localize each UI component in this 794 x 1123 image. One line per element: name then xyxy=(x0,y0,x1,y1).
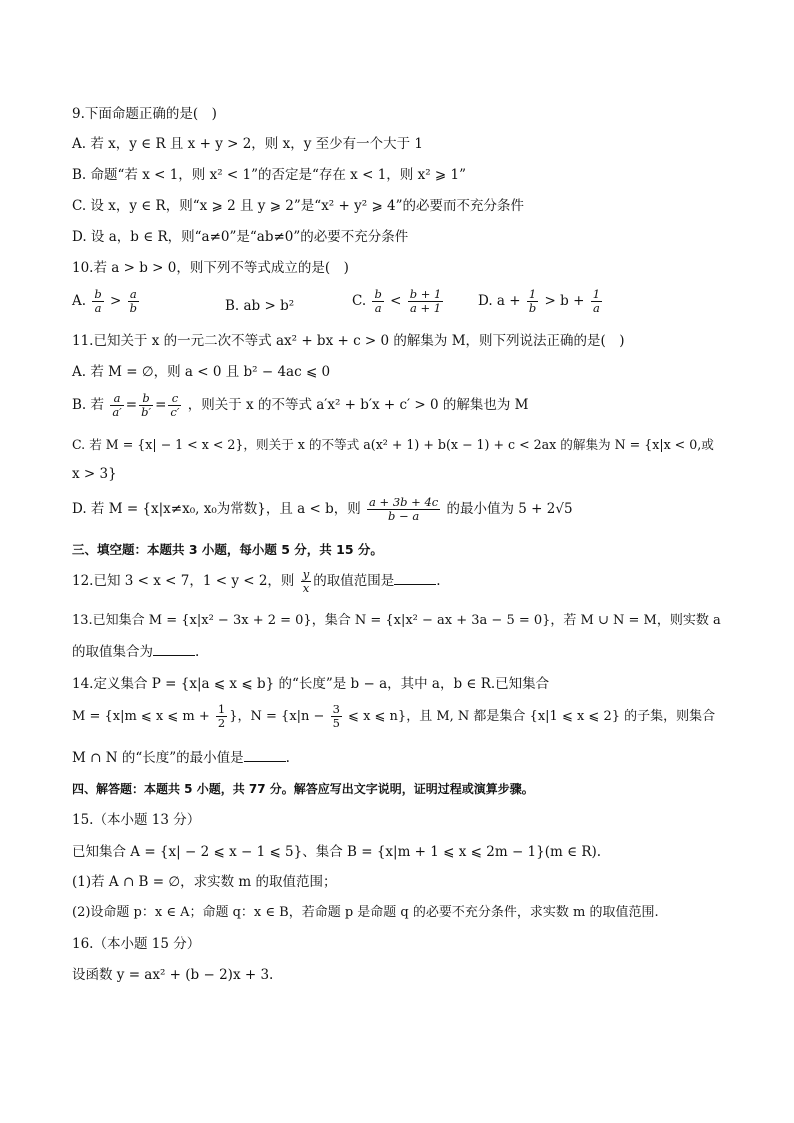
q10-d-middle: > b + xyxy=(544,293,585,309)
fraction-numerator: b xyxy=(139,392,153,406)
q12-answer-blank[interactable] xyxy=(394,572,436,585)
fraction-denominator: 2 xyxy=(217,716,226,730)
q14-fraction-three-fifths xyxy=(331,703,342,730)
q11-b-equals-2: = xyxy=(155,397,167,413)
q12-line: 12.已知 3 < x < 7，1 < y < 2，则 $\frac{y}{x}$ 的取值范围是 . xyxy=(72,567,441,595)
q12-prefix: 12.已知 3 < x < 7，1 < y < 2，则 xyxy=(72,573,295,589)
q14-answer-blank[interactable] xyxy=(244,749,286,762)
q14-line3-text: M ∩ N 的“长度”的最小值是 xyxy=(72,750,244,766)
q11-b-fraction-3 xyxy=(168,392,181,419)
q11-option-a: A. 若 M = ∅，则 a < 0 且 b² − 4ac ⩽ 0 xyxy=(72,364,331,380)
q9-option-d: D. 设 a，b ∈ R，则“a≠0”是“ab≠0”的必要不充分条件 xyxy=(72,229,409,245)
q12-fraction xyxy=(301,568,312,595)
q12-suffix: 的取值范围是 xyxy=(313,573,395,589)
q10-a-left-fraction xyxy=(92,288,103,315)
fraction-numerator: 1 xyxy=(592,287,601,301)
q13-line2-text: 的取值集合为 xyxy=(72,644,153,660)
fraction-denominator: x xyxy=(302,581,310,595)
fraction-denominator: b′ xyxy=(141,405,152,419)
fraction-denominator: b xyxy=(129,301,137,315)
q10-option-b: B. ab > b² xyxy=(225,298,295,314)
fraction-numerator: b + 1 xyxy=(409,287,442,301)
fraction-denominator: a xyxy=(94,301,102,315)
q13-line1: 13.已知集合 M = {x|x² − 3x + 2 = 0}，集合 N = {x|x² − ax + 3a − 5 = 0}，若 M ∪ N = M，则实数 a xyxy=(72,613,721,628)
q15-part-2: (2)设命题 p：x ∈ A；命题 q：x ∈ B，若命题 p 是命题 q 的必要不充分条件，求实数 m 的取值范围. xyxy=(72,905,659,920)
fraction-numerator: b xyxy=(94,287,102,301)
fraction-numerator: a xyxy=(128,288,139,302)
q9-stem: 9.下面命题正确的是( ) xyxy=(72,106,217,122)
q11-b-suffix: ，则关于 x 的不等式 a′x² + b′x + c′ > 0 的解集也为 M xyxy=(187,397,529,413)
q11-option-d xyxy=(72,496,573,523)
fraction-numerator: a xyxy=(110,392,123,406)
q11-option-c-line1: C. 若 M = {x| − 1 < x < 2}，则关于 x 的不等式 a(x² + 1) + b(x − 1) + c < 2ax 的解集为 N = {x|x < 0,或 xyxy=(72,437,714,452)
section-three-heading: 三、填空题：本题共 3 小题，每小题 5 分，共 15 分。 xyxy=(72,542,383,557)
q9-option-a: A. 若 x，y ∈ R 且 x + y > 2，则 x，y 至少有一个大于 1 xyxy=(72,136,424,152)
fraction-denominator: a xyxy=(592,301,600,315)
q14-fraction-half xyxy=(216,703,227,730)
fraction-denominator: c′ xyxy=(170,405,180,419)
q10-c-operator: < xyxy=(390,293,402,309)
fraction-numerator: b xyxy=(374,287,382,301)
q14-line2-suffix: ⩽ x ⩽ n}，且 M, N 都是集合 {x|1 ⩽ x ⩽ 2} 的子集，则集合 xyxy=(348,709,716,724)
q11-option-b xyxy=(72,392,529,419)
fraction-denominator: a′ xyxy=(112,405,122,419)
q14-line2-middle: }，N = {x|n − xyxy=(229,709,325,724)
q16-intro: 设函数 y = ax² + (b − 2)x + 3. xyxy=(72,967,274,983)
q11-option-c-line2: x > 3} xyxy=(72,466,117,482)
q10-a-label: A. xyxy=(72,293,87,309)
q10-c-left-fraction xyxy=(372,288,383,315)
q10-d-right-fraction xyxy=(591,288,602,315)
fraction-denominator: a xyxy=(374,301,382,315)
q11-b-fraction-2 xyxy=(139,392,153,419)
q10-stem: 10.若 a > b > 0，则下列不等式成立的是( ) xyxy=(72,260,349,276)
fraction-denominator: a + 1 xyxy=(409,301,442,315)
fraction-numerator: 1 xyxy=(527,288,538,302)
fraction-denominator: b xyxy=(528,301,537,315)
q10-a-operator: > xyxy=(110,293,122,309)
q9-option-c: C. 设 x，y ∈ R，则“x ⩾ 2 且 y ⩾ 2”是“x² + y² ⩾ 4”的必要而不充分条件 xyxy=(72,198,525,214)
q14-line2 xyxy=(72,703,715,730)
q14-line2-prefix: M = {x|m ⩽ x ⩽ m + xyxy=(72,709,210,724)
q10-a-right-fraction xyxy=(128,288,139,315)
q15-heading: 15.（本小题 13 分） xyxy=(72,812,201,828)
q14-line3: M ∩ N 的“长度”的最小值是 . xyxy=(72,750,290,766)
fraction-numerator: c xyxy=(168,392,181,406)
q15-part-1: (1)若 A ∩ B = ∅，求实数 m 的取值范围； xyxy=(72,874,337,890)
q10-c-right-fraction xyxy=(408,288,444,315)
q9-option-b: B. 命题“若 x < 1，则 x² < 1”的否定是“存在 x < 1，则 x² ⩾ 1” xyxy=(72,167,466,183)
fraction-denominator: b − a xyxy=(388,509,420,523)
q11-b-fraction-1 xyxy=(110,392,123,419)
q15-intro: 已知集合 A = {x| − 2 ⩽ x − 1 ⩽ 5}、集合 B = {x|m + 1 ⩽ x ⩽ 2m − 1}(m ∈ R). xyxy=(72,844,602,860)
q10-c-label: C. xyxy=(352,293,367,309)
q11-d-prefix: D. 若 M = {x|x≠x₀, x₀为常数}，且 a < b，则 xyxy=(72,501,361,517)
q11-d-fraction xyxy=(367,496,440,523)
q13-answer-blank[interactable] xyxy=(153,643,195,656)
q13-line2: 的取值集合为 . xyxy=(72,644,200,660)
fraction-numerator: y xyxy=(302,567,310,581)
q14-line1: 14.定义集合 P = {x|a ⩽ x ⩽ b} 的“长度”是 b − a，其中 a，b ∈ R.已知集合 xyxy=(72,676,550,692)
section-four-heading: 四、解答题：本题共 5 小题，共 77 分。解答应写出文字说明，证明过程或演算步骤。 xyxy=(72,782,534,796)
fraction-numerator: a + 3b + 4c xyxy=(369,495,439,509)
q10-option-d xyxy=(478,288,604,315)
q10-d-label: D. a + xyxy=(478,293,521,309)
q11-b-equals-1: = xyxy=(125,397,138,413)
fraction-numerator: 1 xyxy=(217,702,226,716)
q11-b-prefix: B. 若 xyxy=(72,397,105,413)
fraction-denominator: 5 xyxy=(332,716,340,730)
q10-option-c xyxy=(352,288,445,315)
q10-d-left-fraction xyxy=(527,288,538,315)
q16-heading: 16.（本小题 15 分） xyxy=(72,936,201,952)
fraction-numerator: 3 xyxy=(332,702,340,716)
q11-d-suffix: 的最小值为 5 + 2√5 xyxy=(446,501,573,517)
q11-stem: 11.已知关于 x 的一元二次不等式 ax² + bx + c > 0 的解集为 M，则下列说法正确的是( ) xyxy=(72,333,625,349)
q10-option-a xyxy=(72,288,141,315)
